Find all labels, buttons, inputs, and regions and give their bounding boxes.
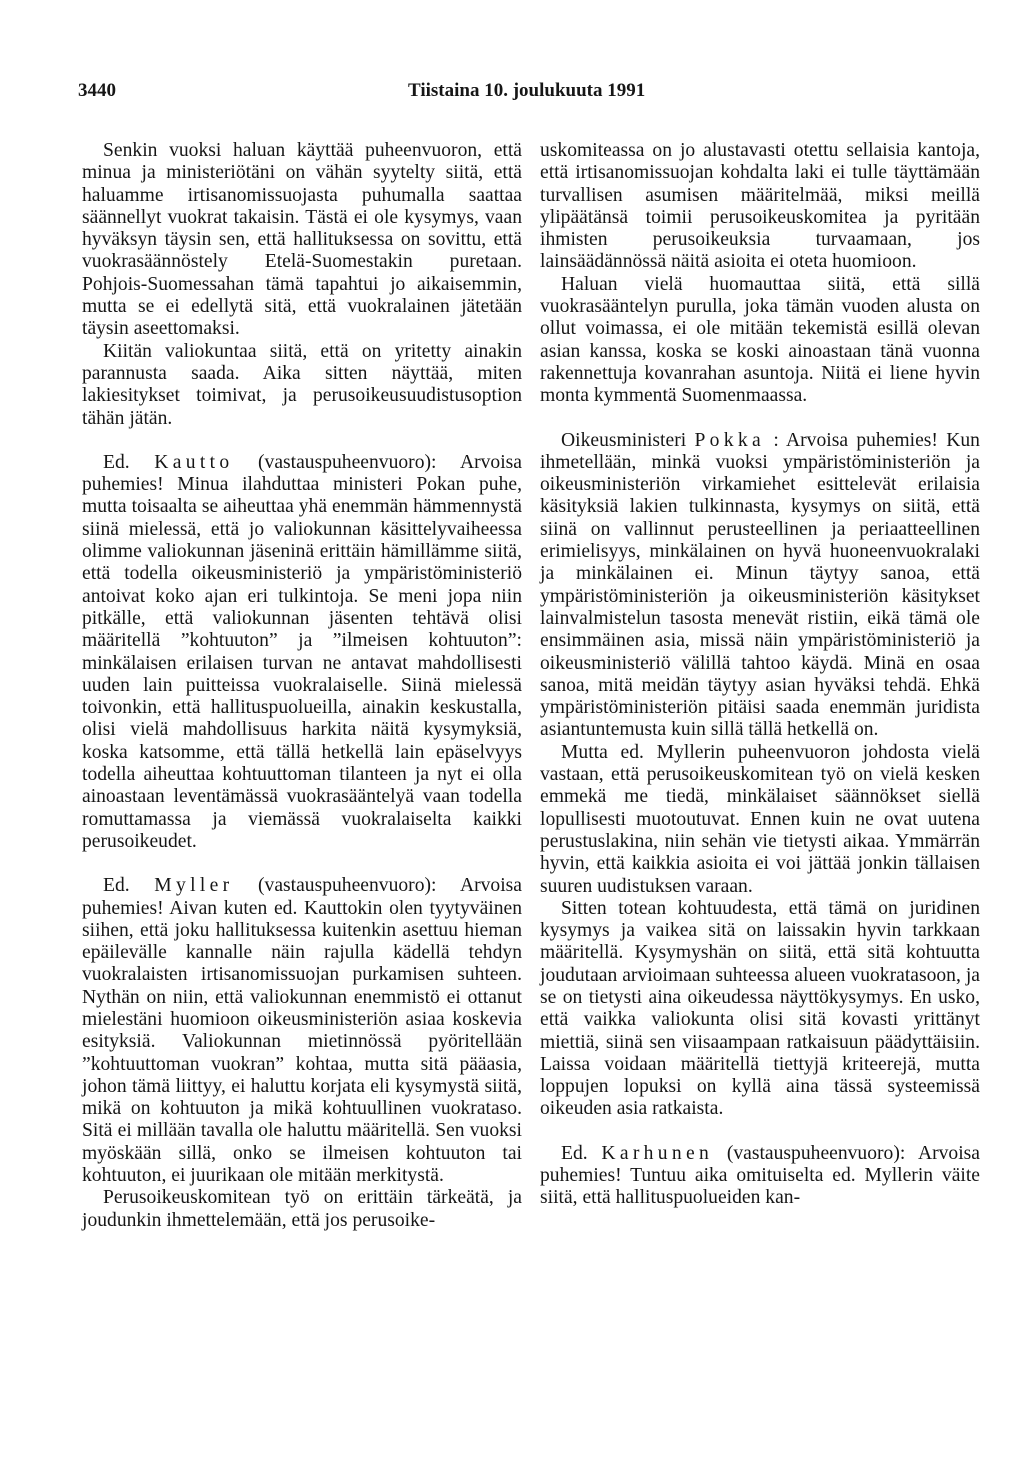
page-header [78, 80, 958, 104]
speech-text: Arvoisa puhemies! Aivan kuten ed. Kauttokin olen tyytyväinen siihen, että joku hallituksessa kuitenkin asettuu hieman epäilevälle kannalle näin rajulla kädellä tehdyn vuokralaisten irtisanomissuojan purkamisen suhteen. Nythän on niin, että valiokunnan enemmistö ei ottanut mielestäni huomioon oikeusministeriön asiaa koskevia esityksiä. Valiokunnan mietinnössä pyöritellään ”kohtuuttoman vuokran” kohtaa, mutta sitä pääasia, johon tämä liittyy, ei haluttu korjata eli kysymystä siitä, mikä on kohtuuton ja mikä kohtuullinen vuokrataso. Sitä ei millään tavalla ole haluttu määritellä. Sen vuoksi myöskään sillä, onko se ilmeisen kohtuuton tai kohtuuton, ei juurikaan ole mitään merkitystä. [82, 875, 522, 1187]
speech-karhunen [540, 1143, 980, 1210]
speaker-colon: : [773, 429, 779, 451]
paragraph: Senkin vuoksi haluan käyttää puheenvuoron, että minua ja ministeriötäni on vähän syytelty siitä, että haluamme irtisanomissuojasta puhumalla saattaa säännellyt vuokrat takaisin. Tästä ei ole kysymys, vaan hyväksyn täysin sen, että hallituksessa on sovittu, että vuokrasäännöstely Etelä-Suomestakin puretaan. Pohjois-Suomessahan tämä tapahtui jo aikaisemmin, mutta se ei edellytä sitä, että vuokralainen jätetään täysin aseettomaksi. [82, 140, 522, 340]
speech-kautto [82, 452, 522, 853]
speaker-prefix: Ed. [561, 1142, 588, 1164]
speech-myller [82, 875, 522, 1187]
paragraph: Kiitän valiokuntaa siitä, että on yritetty ainakin parannusta saada. Aika sitten näyttää, miten lakiesitykset toimivat, ja perusoikeusuudistusoption tähän jätän. [82, 340, 522, 429]
speaker-name: Kautto [154, 451, 234, 473]
speaker-prefix: Ed. [103, 451, 130, 473]
page-number: 3440 [78, 80, 116, 101]
speaker-prefix: Oikeusministeri [561, 429, 687, 451]
speaker-prefix: Ed. [103, 875, 130, 897]
paragraph: Mutta ed. Myllerin puheenvuoron johdosta vielä vastaan, että perusoikeuskomitean työ on vielä kesken emmekä me tiedä, minkälaiset säännökset siellä lopullisesti muotoutuvat. Ennen kuin ne ovat uutena perustuslakina, niin sehän vie tietysti aikaa. Ymmärrän hyvin, että kaikkia asioita ei voi jättää jonkin tällaisen suuren uudistuksen varaan. [540, 741, 980, 897]
speech-text: Arvoisa puhemies! Kun ihmetellään, minkä vuoksi ympäristöministeriön ja oikeusministeriön virkamiehet esittelevät erilaisia käsityksiä lakien tulkinnasta, kysymys on siitä, että siinä on vallinnut perusteellinen ja periaatteellinen erimielisyys, minkälainen on hyvä huoneenvuokralaki ja minkälainen ei. Minun täytyy sanoa, että ympäristöministeriön ja oikeusministeriön käsitykset lainvalmistelun tasosta menevät ristiin, eikä tämä ole ensimmäinen asia, missä näin ympäristöministeriö ja oikeusministeriö välillä tahtoo käydä. Minä en osaa sanoa, mitä meidän täytyy asian hyväksi tehdä. Ehkä ympäristöministeriön pitäisi saada enemmän juridista asiantuntemusta kuin sillä tällä hetkellä on. [540, 429, 980, 741]
paragraph: uskomiteassa on jo alustavasti otettu sellaisia kantoja, että irtisanomissuojan kohdalta laki ei tulle täyttämään turvallisen asumisen määritelmää, miksi meillä ylipäätänsä toimii perusoikeuskomitea ja pyritään ihmisten perusoikeuksia turvaamaan, jos lainsäädännössä näitä asioita ei oteta huomioon. [540, 140, 980, 273]
speaker-name: Myller [154, 875, 234, 897]
speaker-role: (vastauspuheenvuoro): [258, 451, 437, 473]
speech-text: Arvoisa puhemies! Tuntuu aika omituiselta ed. Myllerin väite siitä, että hallituspuolueiden kan- [540, 1142, 980, 1209]
paragraph: Haluan vielä huomauttaa siitä, että sillä vuokrasääntelyn purulla, joka tämän vuoden alusta on ollut voimassa, ei ole mitään tekemistä esillä olevan asian kanssa, koska se koski ainoastaan tänä vuonna rakennettuja kovanrahan asuntoja. Niitä ei liene hyvin monta kymmentä Suomenmaassa. [540, 273, 980, 407]
speech-pokka [540, 430, 980, 742]
speaker-role: (vastauspuheenvuoro): [726, 1142, 906, 1164]
left-column [82, 140, 522, 1232]
right-column [540, 140, 980, 1210]
speaker-role: (vastauspuheenvuoro): [258, 875, 437, 897]
speaker-name: Karhunen [601, 1142, 714, 1164]
paragraph: Perusoikeuskomitean työ on erittäin tärkeätä, ja joudunkin ihmettelemään, että jos perusoike- [82, 1187, 522, 1231]
speaker-name: Pokka [694, 429, 766, 451]
header-date: Tiistaina 10. joulukuuta 1991 [408, 80, 646, 101]
paragraph: Sitten totean kohtuudesta, että tämä on juridinen kysymys ja vaikea sitä on laissakin hyvin tarkkaan määritellä. Kysymyshän on siitä, että sitä kohtuutta joudutaan arvioimaan suhteessa alueen vuokratasoon, ja se on tietysti aina oikeudessa näyttökysymys. En usko, että vaikka valiokunta olisi sitä kovasti yrittänyt miettiä, siinä sen viisaampaan ratkaisuun päädyttäisiin. Laissa voidaan määritellä tiettyjä kriteerejä, mutta loppujen lopuksi on kyllä aina tässä systeemissä oikeuden asia ratkaista. [540, 897, 980, 1120]
speech-text: Arvoisa puhemies! Minua ilahduttaa ministeri Pokan puhe, mutta toisaalta se aiheuttaa yhä enemmän hämmennystä siinä mielessä, että jo valiokunnan käsittelyvaiheessa olimme valiokunnan jäseninä erittäin hämillämme siitä, että todella oikeusministeriö ja ympäristöministeriö antoivat koko ajan eri tulkintoja. Se meni jopa niin pitkälle, että valiokunnan jäsenten tehtävä olisi määritellä ”kohtuuton” ja ”ilmeisen kohtuuton”: minkälaisen erilaisen turvan ne antavat mahdollisesti uuden lain puitteissa vuokralaiselle. Siinä mielessä toivonkin, että hallituspuolueilla, ainakin keskustalla, olisi vielä mahdollisuus harkita näitä kysymyksiä, koska katsomme, että tällä hetkellä lain epäselvyys todella aiheuttaa kohtuuttoman tilanteen ja nyt ei olla ainoastaan leventämässä vuokrasääntelyä vaan todella romuttamassa ja viemässä vuokralaiselta kaikki perusoikeudet. [82, 451, 522, 852]
